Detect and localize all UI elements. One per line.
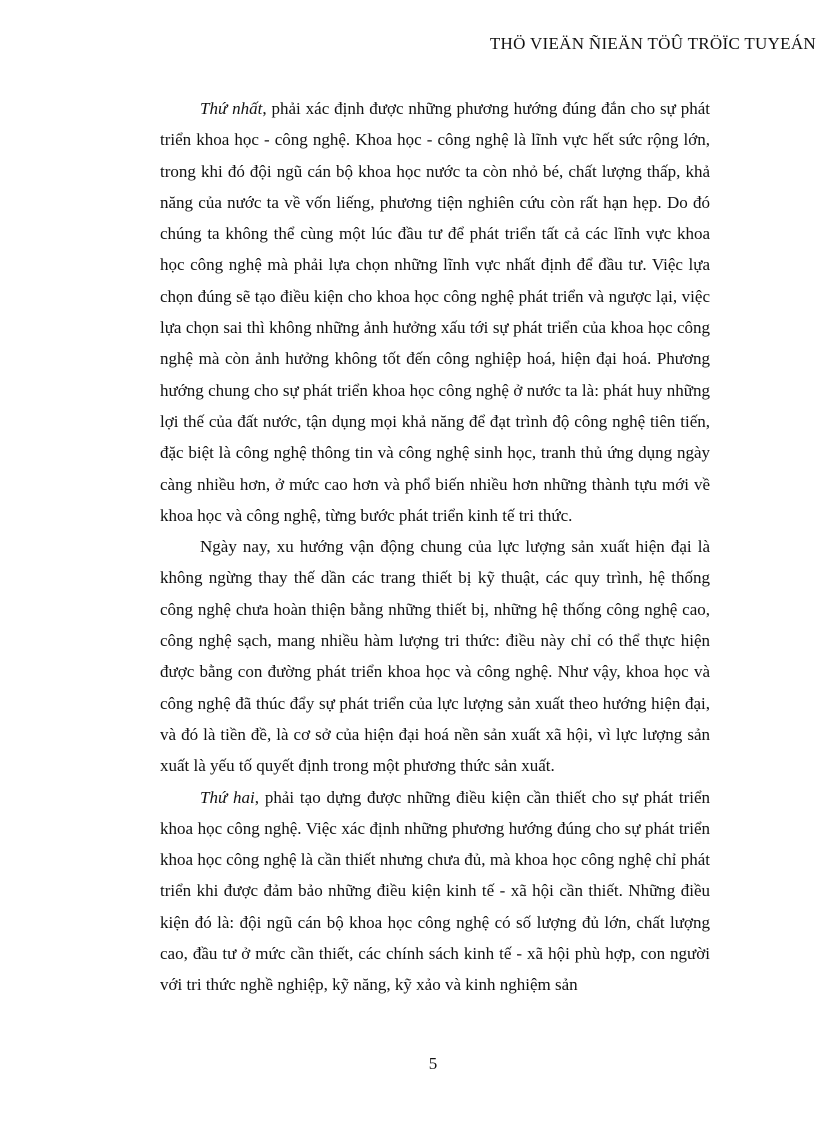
- paragraph-text: Ngày nay, xu hướng vận động chung của lực lượng sản xuất hiện đại là không ngừng thay thế dần các trang thiết bị kỹ thuật, các quy trình, hệ thống công nghệ chưa hoàn thiện bằng những thiết bị, những hệ thống công nghệ cao, công nghệ sạch, mang nhiều hàm lượng tri thức: điều này chỉ có thể thực hiện được bằng con đường phát triển khoa học và công nghệ. Như vậy, khoa học và công nghệ đã thúc đẩy sự phát triển của lực lượng sản xuất theo hướng hiện đại, và đó là tiền đề, là cơ sở của hiện đại hoá nền sản xuất xã hội, vì lực lượng sản xuất là yếu tố quyết định trong một phương thức sản xuất.: [160, 537, 710, 776]
- paragraph-first-point: [160, 93, 710, 531]
- body-text: [160, 93, 710, 1001]
- paragraph-second-point: [160, 782, 710, 1001]
- running-header: THÖ VIEÄN ÑIEÄN TÖÛ TRÖÏC TUYEÁN: [489, 34, 816, 53]
- paragraph-text: , phải xác định được những phương hướng đúng đắn cho sự phát triển khoa học - công nghệ. Khoa học - công nghệ là lĩnh vực hết sức rộng lớn, trong khi đó đội ngũ cán bộ khoa học nước ta còn nhỏ bé, chất lượng thấp, khả năng của nước ta về vốn liếng, phương tiện nghiên cứu còn rất hạn hẹp. Do đó chúng ta không thể cùng một lúc đầu tư để phát triển tất cả các lĩnh vực khoa học công nghệ mà phải lựa chọn những lĩnh vực nhất định để đầu tư. Việc lựa chọn đúng sẽ tạo điều kiện cho khoa học công nghệ phát triển và ngược lại, việc lựa chọn sai thì không những ảnh hưởng xấu tới sự phát triển của khoa học công nghệ mà còn ảnh hưởng không tốt đến công nghiệp hoá, hiện đại hoá. Phương hướng chung cho sự phát triển khoa học công nghệ ở nước ta là: phát huy những lợi thế của đất nước, tận dụng mọi khả năng để đạt trình độ công nghệ tiên tiến, đặc biệt là công nghệ thông tin và công nghệ sinh học, tranh thủ ứng dụng ngày càng nhiều hơn, ở mức cao hơn và phổ biến nhiều hơn những thành tựu mới về khoa học và công nghệ, từng bước phát triển kinh tế tri thức.: [160, 99, 710, 525]
- page-number: 5: [428, 1054, 438, 1073]
- paragraph-text: , phải tạo dựng được những điều kiện cần thiết cho sự phát triển khoa học công nghệ. Việc xác định những phương hướng đúng cho sự phát triển khoa học công nghệ là cần thiết nhưng chưa đủ, mà khoa học công nghệ chỉ phát triển khi được đảm bảo những điều kiện kinh tế - xã hội cần thiết. Những điều kiện đó là: đội ngũ cán bộ khoa học công nghệ có số lượng đủ lớn, chất lượng cao, đầu tư ở mức cần thiết, các chính sách kinh tế - xã hội phù hợp, con người với tri thức nghề nghiệp, kỹ năng, kỹ xảo và kinh nghiệm sản: [160, 787, 711, 995]
- paragraph-trend: [160, 531, 710, 781]
- paragraph-lead: Thứ nhất: [200, 99, 263, 118]
- paragraph-lead: Thứ hai: [200, 787, 255, 807]
